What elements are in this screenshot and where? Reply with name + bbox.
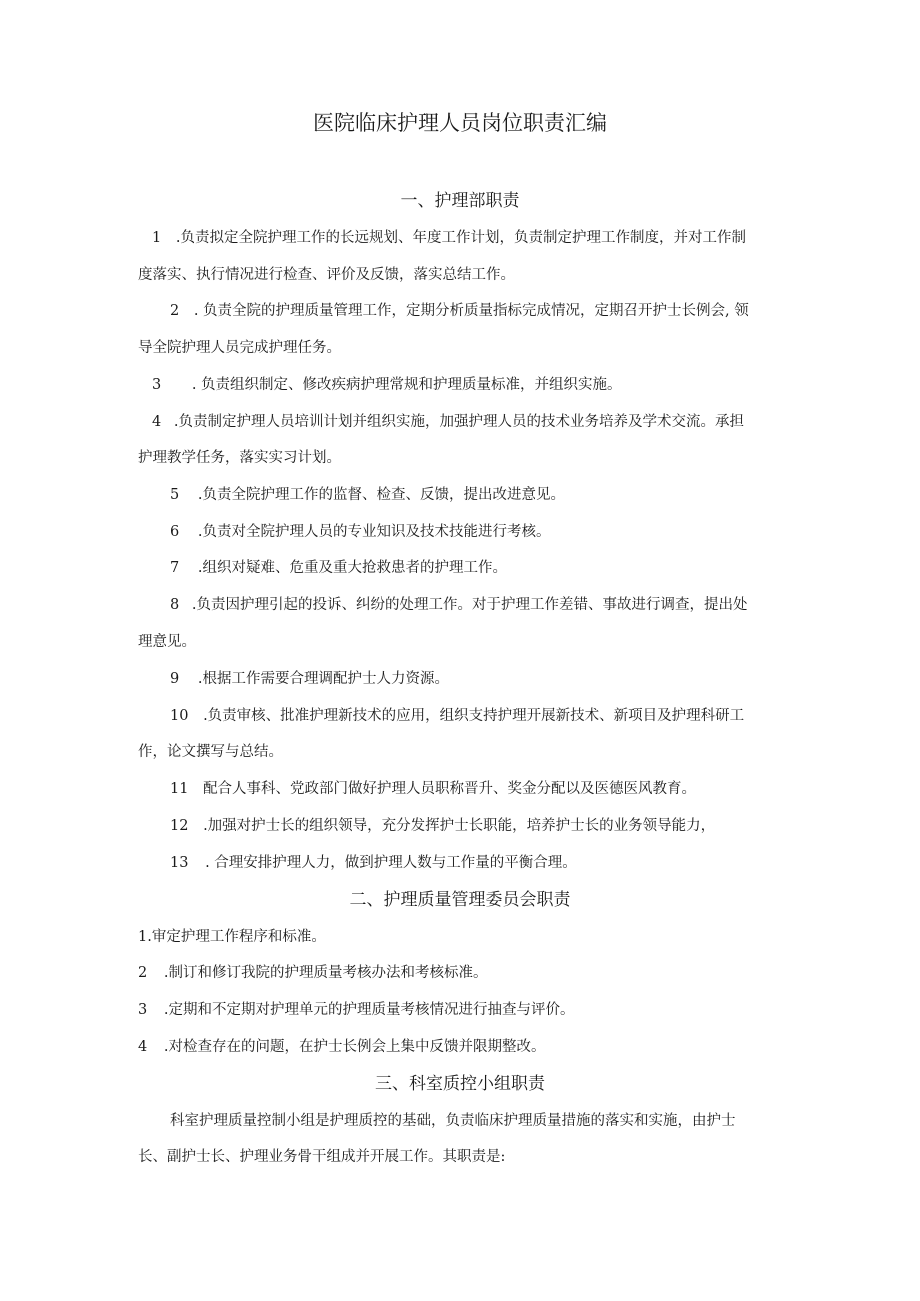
item-number: 8 (170, 597, 180, 613)
list-item-line (170, 704, 744, 725)
list-item-line (152, 410, 744, 431)
section-heading-1: 一、护理部职责 (400, 191, 520, 211)
item-text-continuation: 导全院护理人员完成护理任务。 (138, 340, 341, 356)
item-number: 4 (138, 1039, 148, 1055)
item-text-continuation: 护理教学任务，落实实习计划。 (138, 450, 341, 466)
paragraph-line: 科室护理质量控制小组是护理质控的基础，负责临床护理质量措施的落实和实施，由护士 (170, 1113, 736, 1129)
item-text: . 合理安排护理人力，做到护理人数与工作量的平衡合理。 (205, 855, 577, 871)
item-number: 9 (170, 671, 180, 687)
list-item-line (170, 667, 449, 688)
item-text: .制订和修订我院的护理质量考核办法和考核标准。 (163, 965, 488, 981)
item-number: 2 (138, 965, 148, 981)
section-heading-3: 三、科室质控小组职责 (375, 1074, 545, 1094)
list-item-line (170, 814, 715, 835)
list-item-line (170, 556, 507, 577)
item-text: . 负责全院的护理质量管理工作，定期分析质量指标完成情况，定期召开护士长例会, 领 (193, 303, 749, 319)
item-text: .负责制定护理人员培训计划并组织实施，加强护理人员的技术业务培养及学术交流。承担 (173, 414, 744, 430)
list-item-line (138, 1035, 545, 1056)
item-text: .定期和不定期对护理单元的护理质量考核情况进行抽查与评价。 (163, 1002, 575, 1018)
item-number: 3 (152, 377, 162, 393)
section-heading-2: 二、护理质量管理委员会职责 (349, 890, 571, 910)
item-text: .对检查存在的问题，在护士长例会上集中反馈并限期整改。 (163, 1039, 546, 1055)
document-title: 医院临床护理人员岗位职责汇编 (313, 111, 607, 135)
item-number: 12 (170, 818, 189, 834)
item-text: .负责因护理引起的投诉、纠纷的处理工作。对于护理工作差错、事故进行调查，提出处 (191, 597, 748, 613)
item-number: 6 (170, 524, 180, 540)
list-item-line (170, 851, 577, 872)
item-text: .审定护理工作程序和标准。 (147, 929, 326, 945)
item-number: 10 (170, 708, 189, 724)
list-item-line (138, 998, 574, 1019)
list-item-line (170, 777, 696, 798)
item-number: 1 (152, 230, 162, 246)
item-text-continuation: 作，论文撰写与总结。 (138, 744, 283, 760)
list-item-line (138, 925, 326, 946)
list-item-line (152, 226, 746, 247)
item-text: .负责审核、批准护理新技术的应用，组织支持护理开展新技术、新项目及护理科研工 (203, 708, 745, 724)
list-item-line (170, 299, 749, 320)
item-text-continuation: 度落实、执行情况进行检查、评价及反馈，落实总结工作。 (138, 267, 515, 283)
paragraph-line: 长、副护士长、护理业务骨干组成并开展工作。其职责是: (138, 1149, 506, 1165)
item-text-continuation: 理意见。 (138, 634, 196, 650)
item-number: 1 (138, 929, 148, 945)
item-number: 11 (170, 781, 189, 797)
item-text: 配合人事科、党政部门做好护理人员职称晋升、奖金分配以及医德医风教育。 (203, 781, 697, 797)
item-text: . 负责组织制定、修改疾病护理常规和护理质量标准，并组织实施。 (191, 377, 622, 393)
item-number: 13 (170, 855, 189, 871)
item-number: 7 (170, 560, 180, 576)
item-number: 3 (138, 1002, 148, 1018)
list-item-line (170, 520, 550, 541)
item-text: .根据工作需要合理调配护士人力资源。 (197, 671, 449, 687)
list-item-line (138, 961, 487, 982)
item-text: .负责全院护理工作的监督、检查、反馈，提出改进意见。 (197, 487, 565, 503)
item-number: 4 (152, 414, 162, 430)
list-item-line (170, 483, 565, 504)
item-text: .负责对全院护理人员的专业知识及技术技能进行考核。 (197, 524, 551, 540)
item-text: .组织对疑难、危重及重大抢救患者的护理工作。 (197, 560, 507, 576)
list-item-line (152, 373, 622, 394)
item-text: .加强对护士长的组织领导，充分发挥护士长职能，培养护士长的业务领导能力， (203, 818, 716, 834)
list-item-line (170, 593, 747, 614)
item-number: 5 (170, 487, 180, 503)
item-number: 2 (170, 303, 180, 319)
item-text: .负责拟定全院护理工作的长远规划、年度工作计划，负责制定护理工作制度，并对工作制 (175, 230, 746, 246)
